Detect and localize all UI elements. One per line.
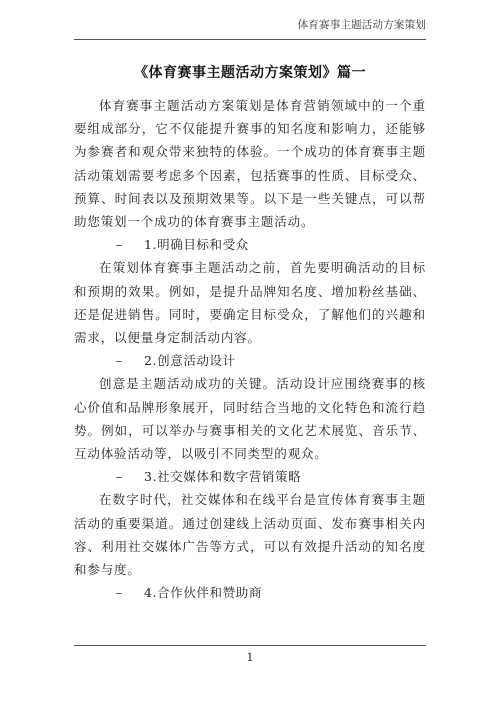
section-heading-1: [74, 233, 426, 256]
list-dash: –: [116, 469, 123, 485]
section-heading-text: 4.合作伙伴和赞助商: [144, 585, 262, 601]
page-number: 1: [246, 651, 254, 664]
running-header: 体育赛事主题活动方案策划: [297, 19, 426, 31]
list-dash: –: [116, 353, 123, 369]
section-paragraph-2: 创意是主题活动成功的关键。活动设计应围绕赛事的核心价值和品牌形象展开，同时结合当地的文化特色和流行趋势。例如，可以举办与赛事相关的文化艺术展览、音乐节、互动体验活动等，以吸引不同类型的观众。: [74, 376, 426, 462]
document-title: 《体育赛事主题活动方案策划》篇一: [134, 65, 366, 81]
footer-rule: [74, 645, 426, 646]
section-paragraph-1: 在策划体育赛事主题活动之前，首先要明确活动的目标和预期的效果。例如，是提升品牌知名度、增加粉丝基础、还是促进销售。同时，要确定目标受众，了解他们的兴趣和需求，以便量身定制活动内容。: [74, 260, 426, 346]
intro-paragraph: 体育赛事主题活动方案策划是体育营销领域中的一个重要组成部分，它不仅能提升赛事的知名度和影响力，还能够为参赛者和观众带来独特的体验。一个成功的体育赛事主题活动策划需要考虑多个因素，包括赛事的性质、目标受众、预算、时间表以及预期效果等。以下是一些关键点，可以帮助您策划一个成功的体育赛事主题活动。: [74, 98, 426, 230]
list-dash: –: [116, 237, 123, 253]
section-heading-text: 1.明确目标和受众: [144, 237, 249, 253]
section-heading-text: 3.社交媒体和数字营销策略: [144, 469, 302, 485]
header-rule: [74, 39, 426, 40]
section-heading-4: [74, 581, 426, 604]
list-dash: –: [116, 585, 123, 601]
section-heading-text: 2.创意活动设计: [144, 353, 236, 369]
section-paragraph-3: 在数字时代，社交媒体和在线平台是宣传体育赛事主题活动的重要渠道。通过创建线上活动页面、发布赛事相关内容、利用社交媒体广告等方式，可以有效提升活动的知名度和参与度。: [74, 492, 426, 578]
document-body: [74, 94, 426, 604]
section-heading-3: [74, 465, 426, 488]
section-heading-2: [74, 349, 426, 372]
